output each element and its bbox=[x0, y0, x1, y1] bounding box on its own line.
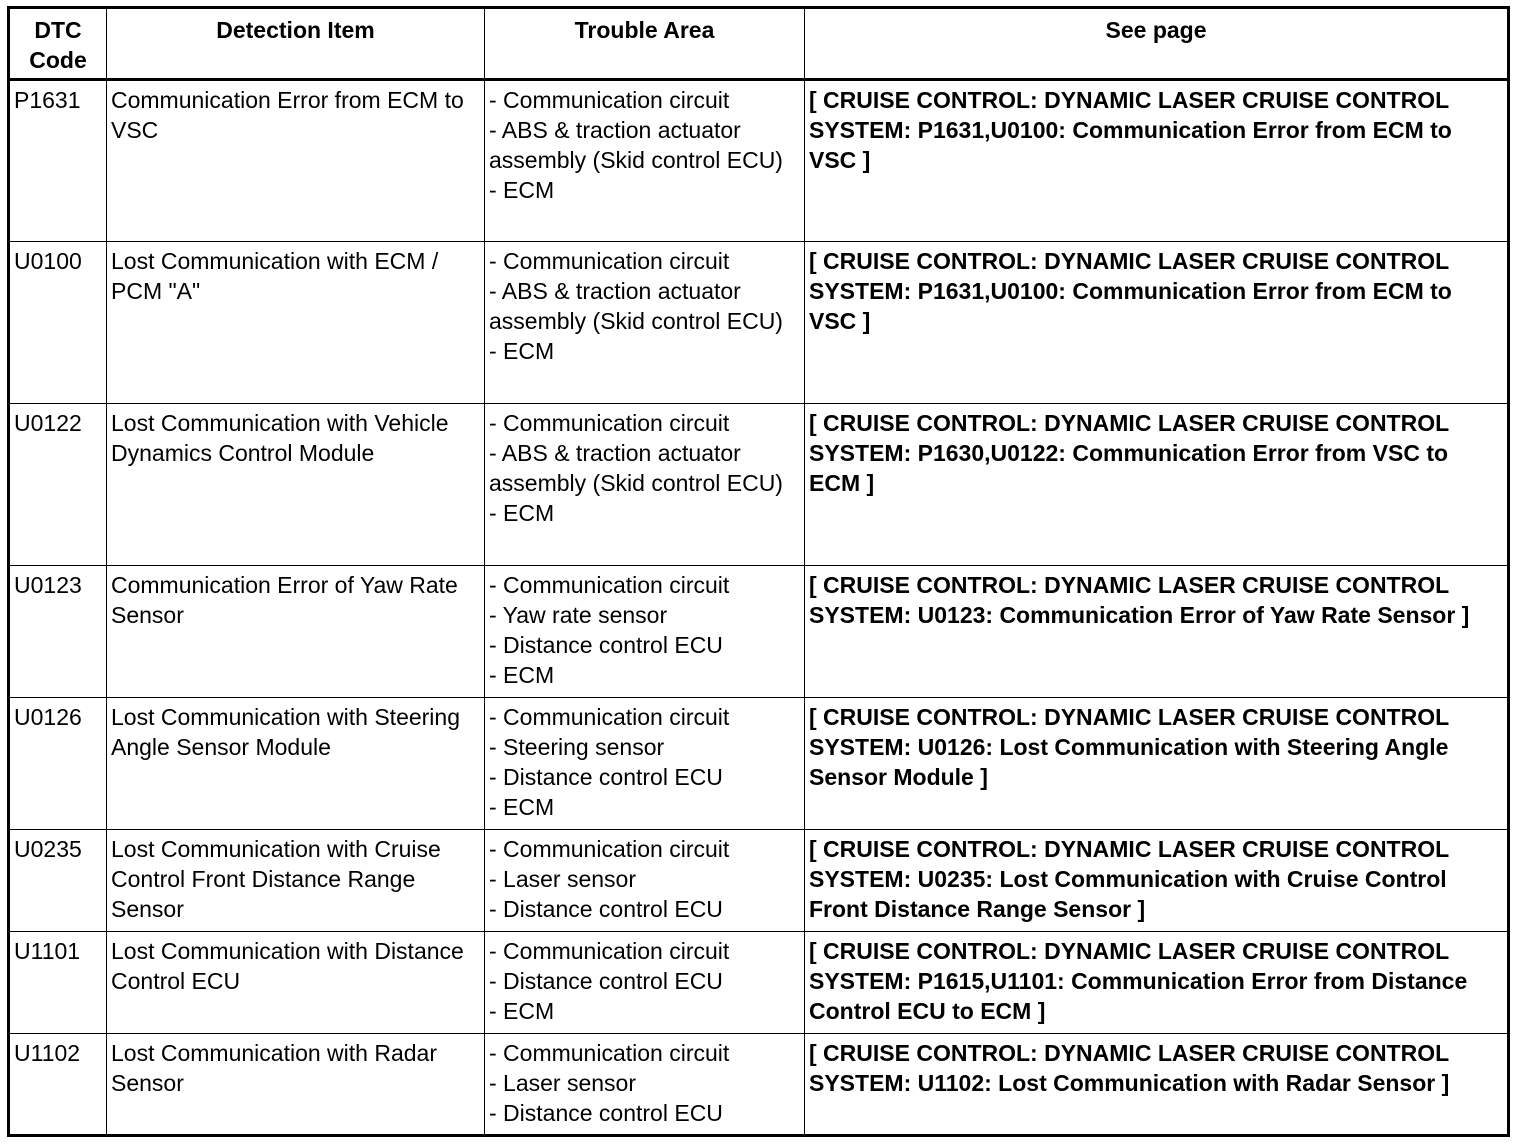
dtc-code: P1631 bbox=[9, 80, 107, 242]
see-page-link[interactable]: [ CRUISE CONTROL: DYNAMIC LASER CRUISE CONTROL SYSTEM: P1631,U0100: Communication Error from ECM to VSC ] bbox=[805, 242, 1509, 404]
see-page-link[interactable]: [ CRUISE CONTROL: DYNAMIC LASER CRUISE CONTROL SYSTEM: P1631,U0100: Communication Error from ECM to VSC ] bbox=[805, 80, 1509, 242]
table-row bbox=[9, 1034, 1509, 1136]
detection-item: Lost Communication with Vehicle Dynamics Control Module bbox=[107, 404, 485, 566]
table-row bbox=[9, 242, 1509, 404]
see-page-link[interactable]: [ CRUISE CONTROL: DYNAMIC LASER CRUISE CONTROL SYSTEM: P1615,U1101: Communication Error from Distance Control ECU to ECM ] bbox=[805, 932, 1509, 1034]
detection-item: Lost Communication with Cruise Control Front Distance Range Sensor bbox=[107, 830, 485, 932]
trouble-area-line: - Distance control ECU bbox=[489, 896, 723, 922]
see-page-link[interactable]: [ CRUISE CONTROL: DYNAMIC LASER CRUISE CONTROL SYSTEM: U0126: Lost Communication with Steering Angle Sensor Module ] bbox=[805, 698, 1509, 830]
dtc-code: U1102 bbox=[9, 1034, 107, 1136]
detection-item: Lost Communication with Steering Angle Sensor Module bbox=[107, 698, 485, 830]
trouble-area-line: - ECM bbox=[489, 338, 555, 364]
dtc-code: U0122 bbox=[9, 404, 107, 566]
table-row bbox=[9, 932, 1509, 1034]
trouble-area bbox=[485, 698, 805, 830]
table-row bbox=[9, 698, 1509, 830]
trouble-area bbox=[485, 932, 805, 1034]
detection-item: Lost Communication with ECM / PCM "A" bbox=[107, 242, 485, 404]
see-page-link[interactable]: [ CRUISE CONTROL: DYNAMIC LASER CRUISE CONTROL SYSTEM: P1630,U0122: Communication Error from VSC to ECM ] bbox=[805, 404, 1509, 566]
detection-item: Communication Error from ECM to VSC bbox=[107, 80, 485, 242]
dtc-code: U0235 bbox=[9, 830, 107, 932]
trouble-area-line: - Communication circuit bbox=[489, 938, 730, 964]
trouble-area-line: - ABS & traction actuator assembly (Skid control ECU) bbox=[489, 440, 783, 496]
header-row bbox=[9, 8, 1509, 80]
table-row bbox=[9, 404, 1509, 566]
trouble-area bbox=[485, 566, 805, 698]
trouble-area-line: - Communication circuit bbox=[489, 410, 730, 436]
header-dtc-code: DTC Code bbox=[9, 8, 107, 80]
trouble-area-line: - Communication circuit bbox=[489, 87, 730, 113]
trouble-area-line: - ECM bbox=[489, 998, 555, 1024]
dtc-code: U0100 bbox=[9, 242, 107, 404]
table-row bbox=[9, 830, 1509, 932]
trouble-area-line: - Communication circuit bbox=[489, 1040, 730, 1066]
trouble-area bbox=[485, 242, 805, 404]
trouble-area-line: - Communication circuit bbox=[489, 248, 730, 274]
trouble-area bbox=[485, 830, 805, 932]
trouble-area-line: - ECM bbox=[489, 794, 555, 820]
see-page-link[interactable]: [ CRUISE CONTROL: DYNAMIC LASER CRUISE CONTROL SYSTEM: U0123: Communication Error of Yaw Rate Sensor ] bbox=[805, 566, 1509, 698]
see-page-link[interactable]: [ CRUISE CONTROL: DYNAMIC LASER CRUISE CONTROL SYSTEM: U1102: Lost Communication with Radar Sensor ] bbox=[805, 1034, 1509, 1136]
trouble-area-line: - Distance control ECU bbox=[489, 632, 723, 658]
detection-item: Lost Communication with Distance Control ECU bbox=[107, 932, 485, 1034]
detection-item: Lost Communication with Radar Sensor bbox=[107, 1034, 485, 1136]
dtc-code: U1101 bbox=[9, 932, 107, 1034]
trouble-area-line: - ABS & traction actuator assembly (Skid control ECU) bbox=[489, 117, 783, 173]
trouble-area-line: - Communication circuit bbox=[489, 704, 730, 730]
trouble-area-line: - ECM bbox=[489, 500, 555, 526]
trouble-area-line: - Yaw rate sensor bbox=[489, 602, 668, 628]
trouble-area-line: - ECM bbox=[489, 662, 555, 688]
trouble-area-line: - Laser sensor bbox=[489, 866, 637, 892]
detection-item: Communication Error of Yaw Rate Sensor bbox=[107, 566, 485, 698]
trouble-area-line: - Communication circuit bbox=[489, 836, 730, 862]
trouble-area bbox=[485, 80, 805, 242]
trouble-area bbox=[485, 404, 805, 566]
trouble-area-line: - Laser sensor bbox=[489, 1070, 637, 1096]
dtc-table bbox=[7, 6, 1510, 1137]
trouble-area-line: - ABS & traction actuator assembly (Skid control ECU) bbox=[489, 278, 783, 334]
table-row bbox=[9, 566, 1509, 698]
trouble-area-line: - Distance control ECU bbox=[489, 968, 723, 994]
dtc-code: U0126 bbox=[9, 698, 107, 830]
dtc-code: U0123 bbox=[9, 566, 107, 698]
trouble-area bbox=[485, 1034, 805, 1136]
header-see-page: See page bbox=[805, 8, 1509, 80]
trouble-area-line: - Communication circuit bbox=[489, 572, 730, 598]
trouble-area-line: - Steering sensor bbox=[489, 734, 665, 760]
trouble-area-line: - ECM bbox=[489, 177, 555, 203]
table-row bbox=[9, 80, 1509, 242]
trouble-area-line: - Distance control ECU bbox=[489, 1100, 723, 1126]
header-detection-item: Detection Item bbox=[107, 8, 485, 80]
see-page-link[interactable]: [ CRUISE CONTROL: DYNAMIC LASER CRUISE CONTROL SYSTEM: U0235: Lost Communication with Cruise Control Front Distance Range Sensor ] bbox=[805, 830, 1509, 932]
trouble-area-line: - Distance control ECU bbox=[489, 764, 723, 790]
header-trouble-area: Trouble Area bbox=[485, 8, 805, 80]
